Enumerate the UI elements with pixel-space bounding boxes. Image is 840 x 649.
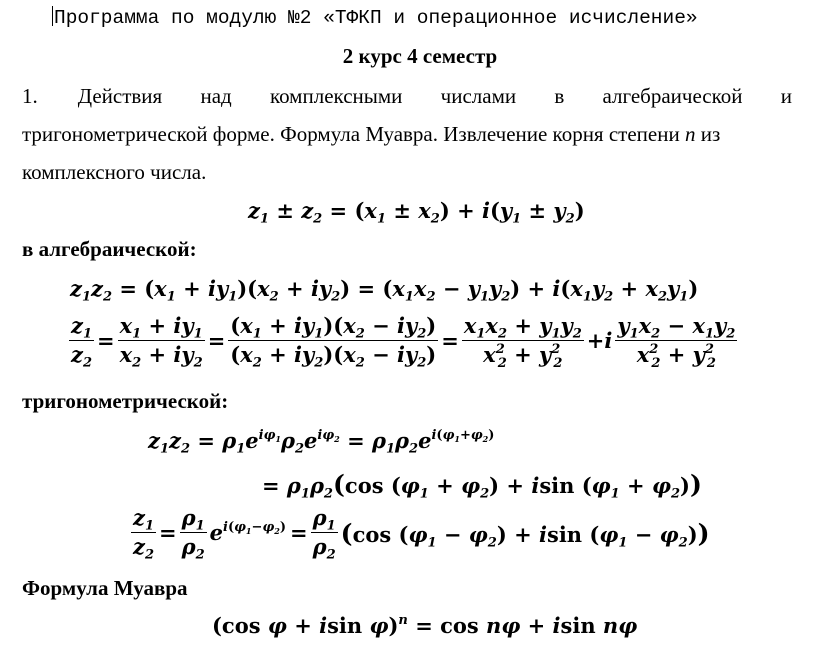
document-subtitle: 2 курс 4 семестр <box>342 44 498 68</box>
item-number: 1. <box>22 84 38 108</box>
fraction: $\frac{(x_1 + iy_1)(x_2 - iy_2)}{(x_2 + iy_2)(x_2 - iy_2)}$ <box>230 313 437 371</box>
text-cursor <box>52 6 53 26</box>
formula-product-algebraic: $z_1z_2 = (x_1 + iy_1)(x_2 + iy_2) = (x_1x_2 - y_1y_2) + i(x_1y_2 + x_2y_1)$ <box>70 276 699 305</box>
fraction: $\frac{x_1 + iy_1}{x_2 + iy_2}$ <box>119 313 203 371</box>
heading-trigonometric: тригонометрической: <box>22 389 229 413</box>
fraction: $\frac{y_1x_2 - x_1y_2}{x^2_2 + y^2_2}$ <box>617 313 736 371</box>
formula-moivre: (cos φ + isin φ)$^n$ = cos nφ + isin nφ <box>212 612 638 638</box>
item-1-line-2 <box>22 122 720 147</box>
fraction: $\frac{x_1x_2 + y_1y_2}{x^2_2 + y^2_2}$ <box>463 313 582 371</box>
document-title <box>52 6 698 29</box>
formula-quotient-trig: $\frac{z_1}{z_2}$ = $\frac{\rho_1}{\rho_2}$ $e^{i(\varphi_1-\varphi_2)}$ = $\frac{\rho_1}{\rho_2}$ (cos $(\varphi_1 - \varphi_2) + isin$ $(\varphi_1 - \varphi_2)$) <box>133 505 710 563</box>
fraction: $\frac{z_1}{z_2}$ <box>133 505 154 563</box>
fraction: $\frac{\rho_1}{\rho_2}$ <box>181 505 205 563</box>
heading-moivre: Формула Муавра <box>22 576 188 600</box>
formula-product-trig-line-2: = $\rho_1\rho_2(\cos$ $(\varphi_1 + \varphi_2) + isin$ $(\varphi_1 + \varphi_2)$) <box>262 469 702 502</box>
item-1-line-3: комплексного числа. <box>22 160 207 184</box>
item-text-line-1: Действия над комплексными числами в алгебраической и <box>77 84 792 108</box>
formula-sum-difference: $z_1 \pm z_2 = (x_1 \pm x_2) + i(y_1 \pm y_2)$ <box>248 198 585 227</box>
formula-product-trig-line-1: $z_1z_2 = \rho_1e^{i\varphi_1}\rho_2e^{i\varphi_2} = \rho_1\rho_2e^{i(\varphi_1+\varphi_2)}$ <box>148 427 495 457</box>
heading-algebraic: в алгебраической: <box>22 237 197 261</box>
item-text-line-2a: тригонометрической форме. Формула Муавра. Извлечение корня степени <box>22 122 685 146</box>
formula-quotient-algebraic: $\frac{z_1}{z_2}$ = $\frac{x_1 + iy_1}{x_2 + iy_2}$ = $\frac{(x_1 + iy_1)(x_2 - iy_2)}{(x_2 + iy_2)(x_2 - iy_2)}$ = $\frac{x_1x_2 + y_1y_2}{x^2_2 + y^2_2}$ + i $\frac{y_1x_2 - x_1y_2}{x^2_2 + y^2_2}$ <box>71 313 736 371</box>
fraction: $\frac{z_1}{z_2}$ <box>71 313 92 371</box>
item-text-n: n <box>684 122 696 146</box>
item-text-line-2b: из <box>695 122 721 146</box>
title-text: Программа по модулю №2 «ТФКП и операционное исчисление» <box>54 7 698 29</box>
item-1-line-1 <box>22 84 792 109</box>
fraction: $\frac{\rho_1}{\rho_2}$ <box>312 505 336 563</box>
